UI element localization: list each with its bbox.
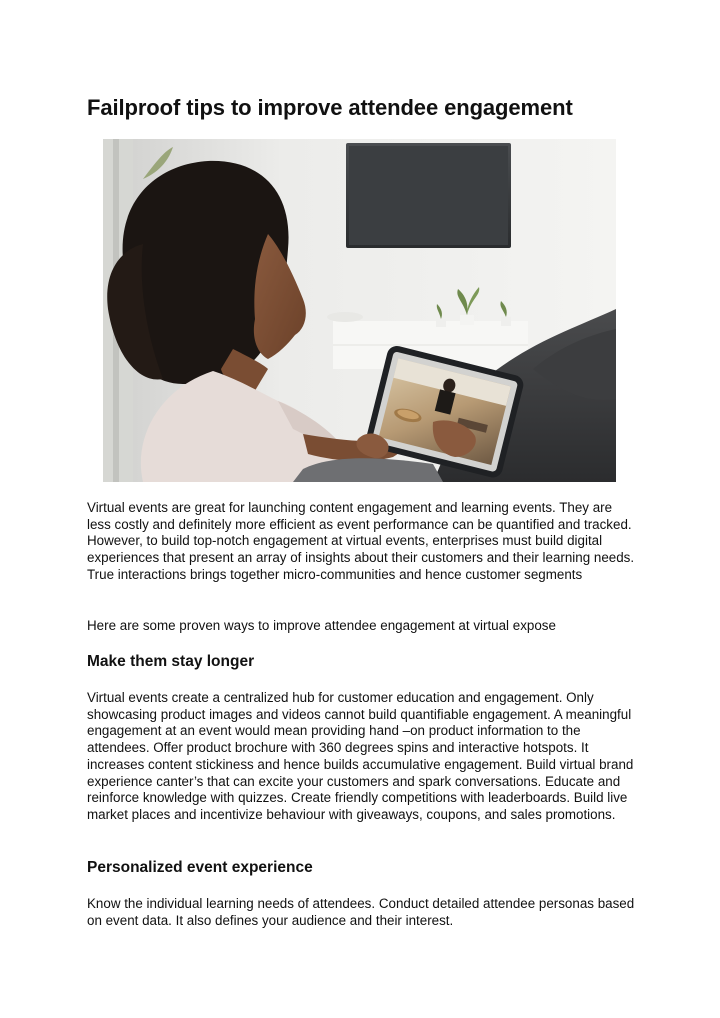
lead-in-paragraph: Here are some proven ways to improve attendee engagement at virtual expose: [87, 618, 556, 633]
section-heading-personalized-experience: Personalized event experience: [87, 859, 313, 876]
intro-paragraph: Virtual events are great for launching content engagement and learning events. They are less costly and definitely more efficient as event performance can be quantified and tracked. However, to build top-notch engagement at virtual events, enterprises must build digital experiences that present an array of insights about their customers and their learning needs. True interactions brings together micro-communities and hence customer segments: [87, 500, 635, 582]
page-title: Failproof tips to improve attendee engagement: [87, 95, 573, 120]
section-body-stay-longer: Virtual events create a centralized hub for customer education and engagement. Only showcasing product images and videos cannot build quantifiable engagement. A meaningful engagement at an event would mean providing hand –on product information to the attendees. Offer product brochure with 360 degrees spins and interactive hotspots. It increases content stickiness and hence builds accumulative engagement. Build virtual brand experience canter’s that can excite your customers and spark conversations. Educate and reinforce knowledge with quizzes. Create friendly competitions with leaderboards. Build live market places and incentivize behaviour with giveaways, coupons, and sales promotions.: [87, 690, 634, 822]
section-body-personalized-experience: Know the individual learning needs of attendees. Conduct detailed attendee personas based on event data. It also defines your audience and their interest.: [87, 896, 635, 928]
section-heading-stay-longer: Make them stay longer: [87, 653, 255, 670]
woman-with-tablet-photo: [103, 139, 616, 482]
